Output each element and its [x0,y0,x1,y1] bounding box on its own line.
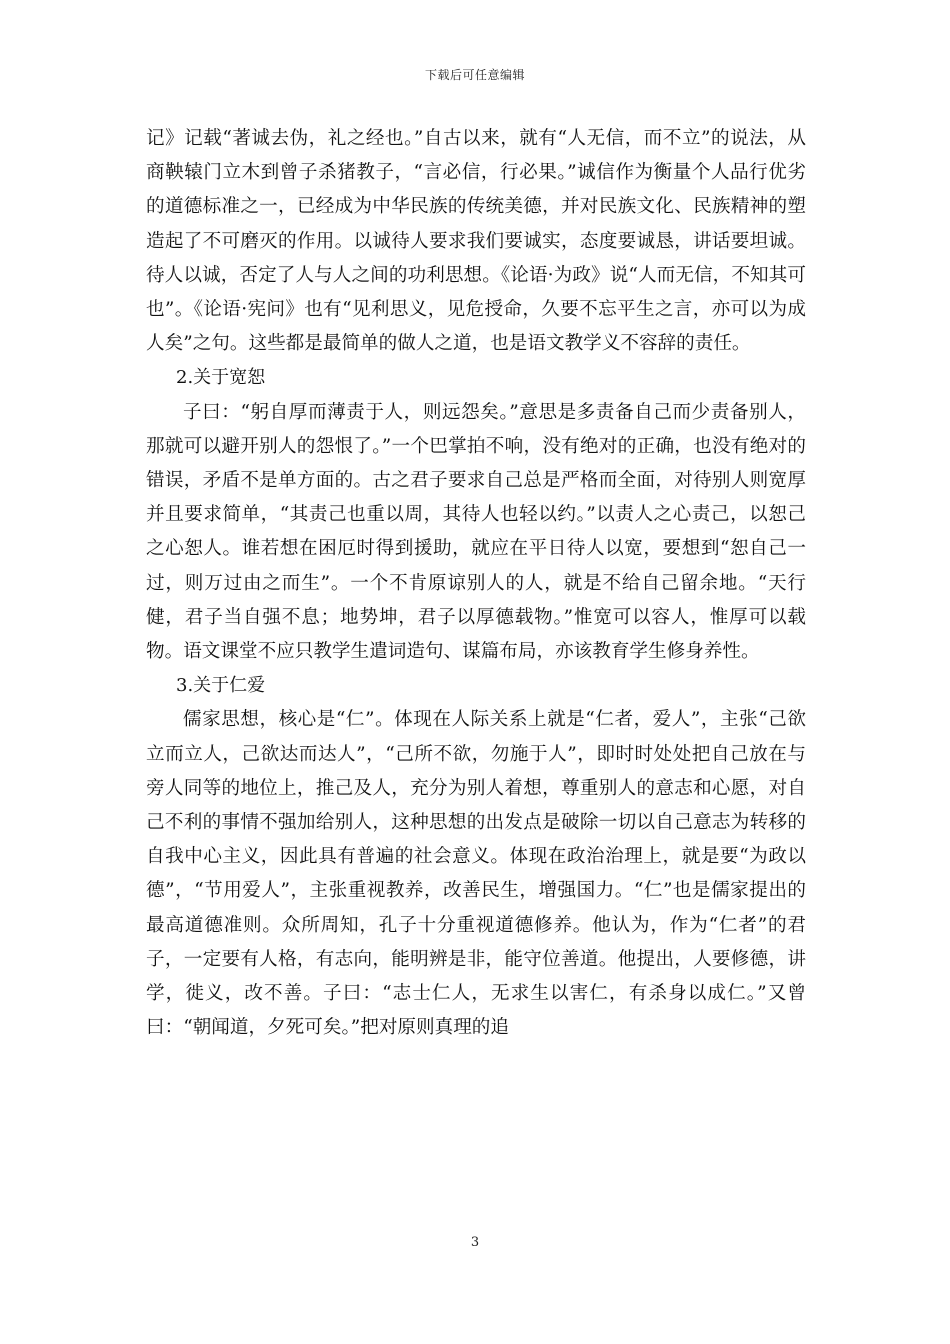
paragraph-tolerance: 子曰：“躬自厚而薄责于人，则远怨矣。”意思是多责备自己而少责备别人，那就可以避开别人的怨恨了。”一个巴掌拍不响，没有绝对的正确，也没有绝对的错误，矛盾不是单方面的。古之君子要求自己总是严格而全面，对待别人则宽厚并且要求简单，“其责己也重以周，其待人也轻以约。”以责人之心责己，以恕己之心恕人。谁若想在困厄时得到援助，就应在平日待人以宽，要想到“恕自己一过，则万过由之而生”。一个不肯原谅别人的人，就是不给自己留余地。“天行健，君子当自强不息；地势坤，君子以厚德载物。”惟宽可以容人，惟厚可以载物。语文课堂不应只教学生遣词造句、谋篇布局，亦该教育学生修身养性。 [146,401,806,663]
document-body [146,122,806,1045]
page-number: 3 [470,1235,480,1250]
section-heading-benevolence: 3.关于仁爱 [176,675,266,697]
paragraph-honesty-continued: 记》记载“著诚去伪，礼之经也。”自古以来，就有“人无信，而不立”的说法，从商鞅辕门立木到曾子杀猪教子，“言必信，行必果。”诚信作为衡量个人品行优劣的道德标准之一，已经成为中华民族的传统美德，并对民族文化、民族精神的塑造起了不可磨灭的作用。以诚待人要求我们要诚实，态度要诚恳，讲话要坦诚。待人以诚，否定了人与人之间的功利思想。《论语·为政》说“人而无信，不知其可也”。《论语·宪问》也有“见利思义，见危授命，久要不忘平生之言，亦可以为成人矣”之句。这些都是最简单的做人之道，也是语文教学义不容辞的责任。 [146,128,806,355]
page-header: 下载后可任意编辑 [424,68,525,82]
paragraph-benevolence: 儒家思想，核心是“仁”。体现在人际关系上就是“仁者，爱人”，主张“己欲立而立人，己欲达而达人”，“己所不欲，勿施于人”，即时时处处把自己放在与旁人同等的地位上，推己及人，充分为别人着想，尊重别人的意志和心愿，对自己不利的事情不强加给别人，这种思想的出发点是破除一切以自己意志为转移的自我中心主义，因此具有普遍的社会意义。体现在政治治理上，就是要“为政以德”，“节用爱人”，主张重视教养，改善民生，增强国力。“仁”也是儒家提出的最高道德准则。众所周知，孔子十分重视道德修养。他认为，作为“仁者”的君子，一定要有人格，有志向，能明辨是非，能守位善道。他提出，人要修德，讲学，徙义，改不善。子曰：“志士仁人，无求生以害仁，有杀身以成仁。”又曾曰：“朝闻道，夕死可矣。”把对原则真理的追 [146,709,806,1039]
section-heading-tolerance: 2.关于宽恕 [176,367,266,389]
